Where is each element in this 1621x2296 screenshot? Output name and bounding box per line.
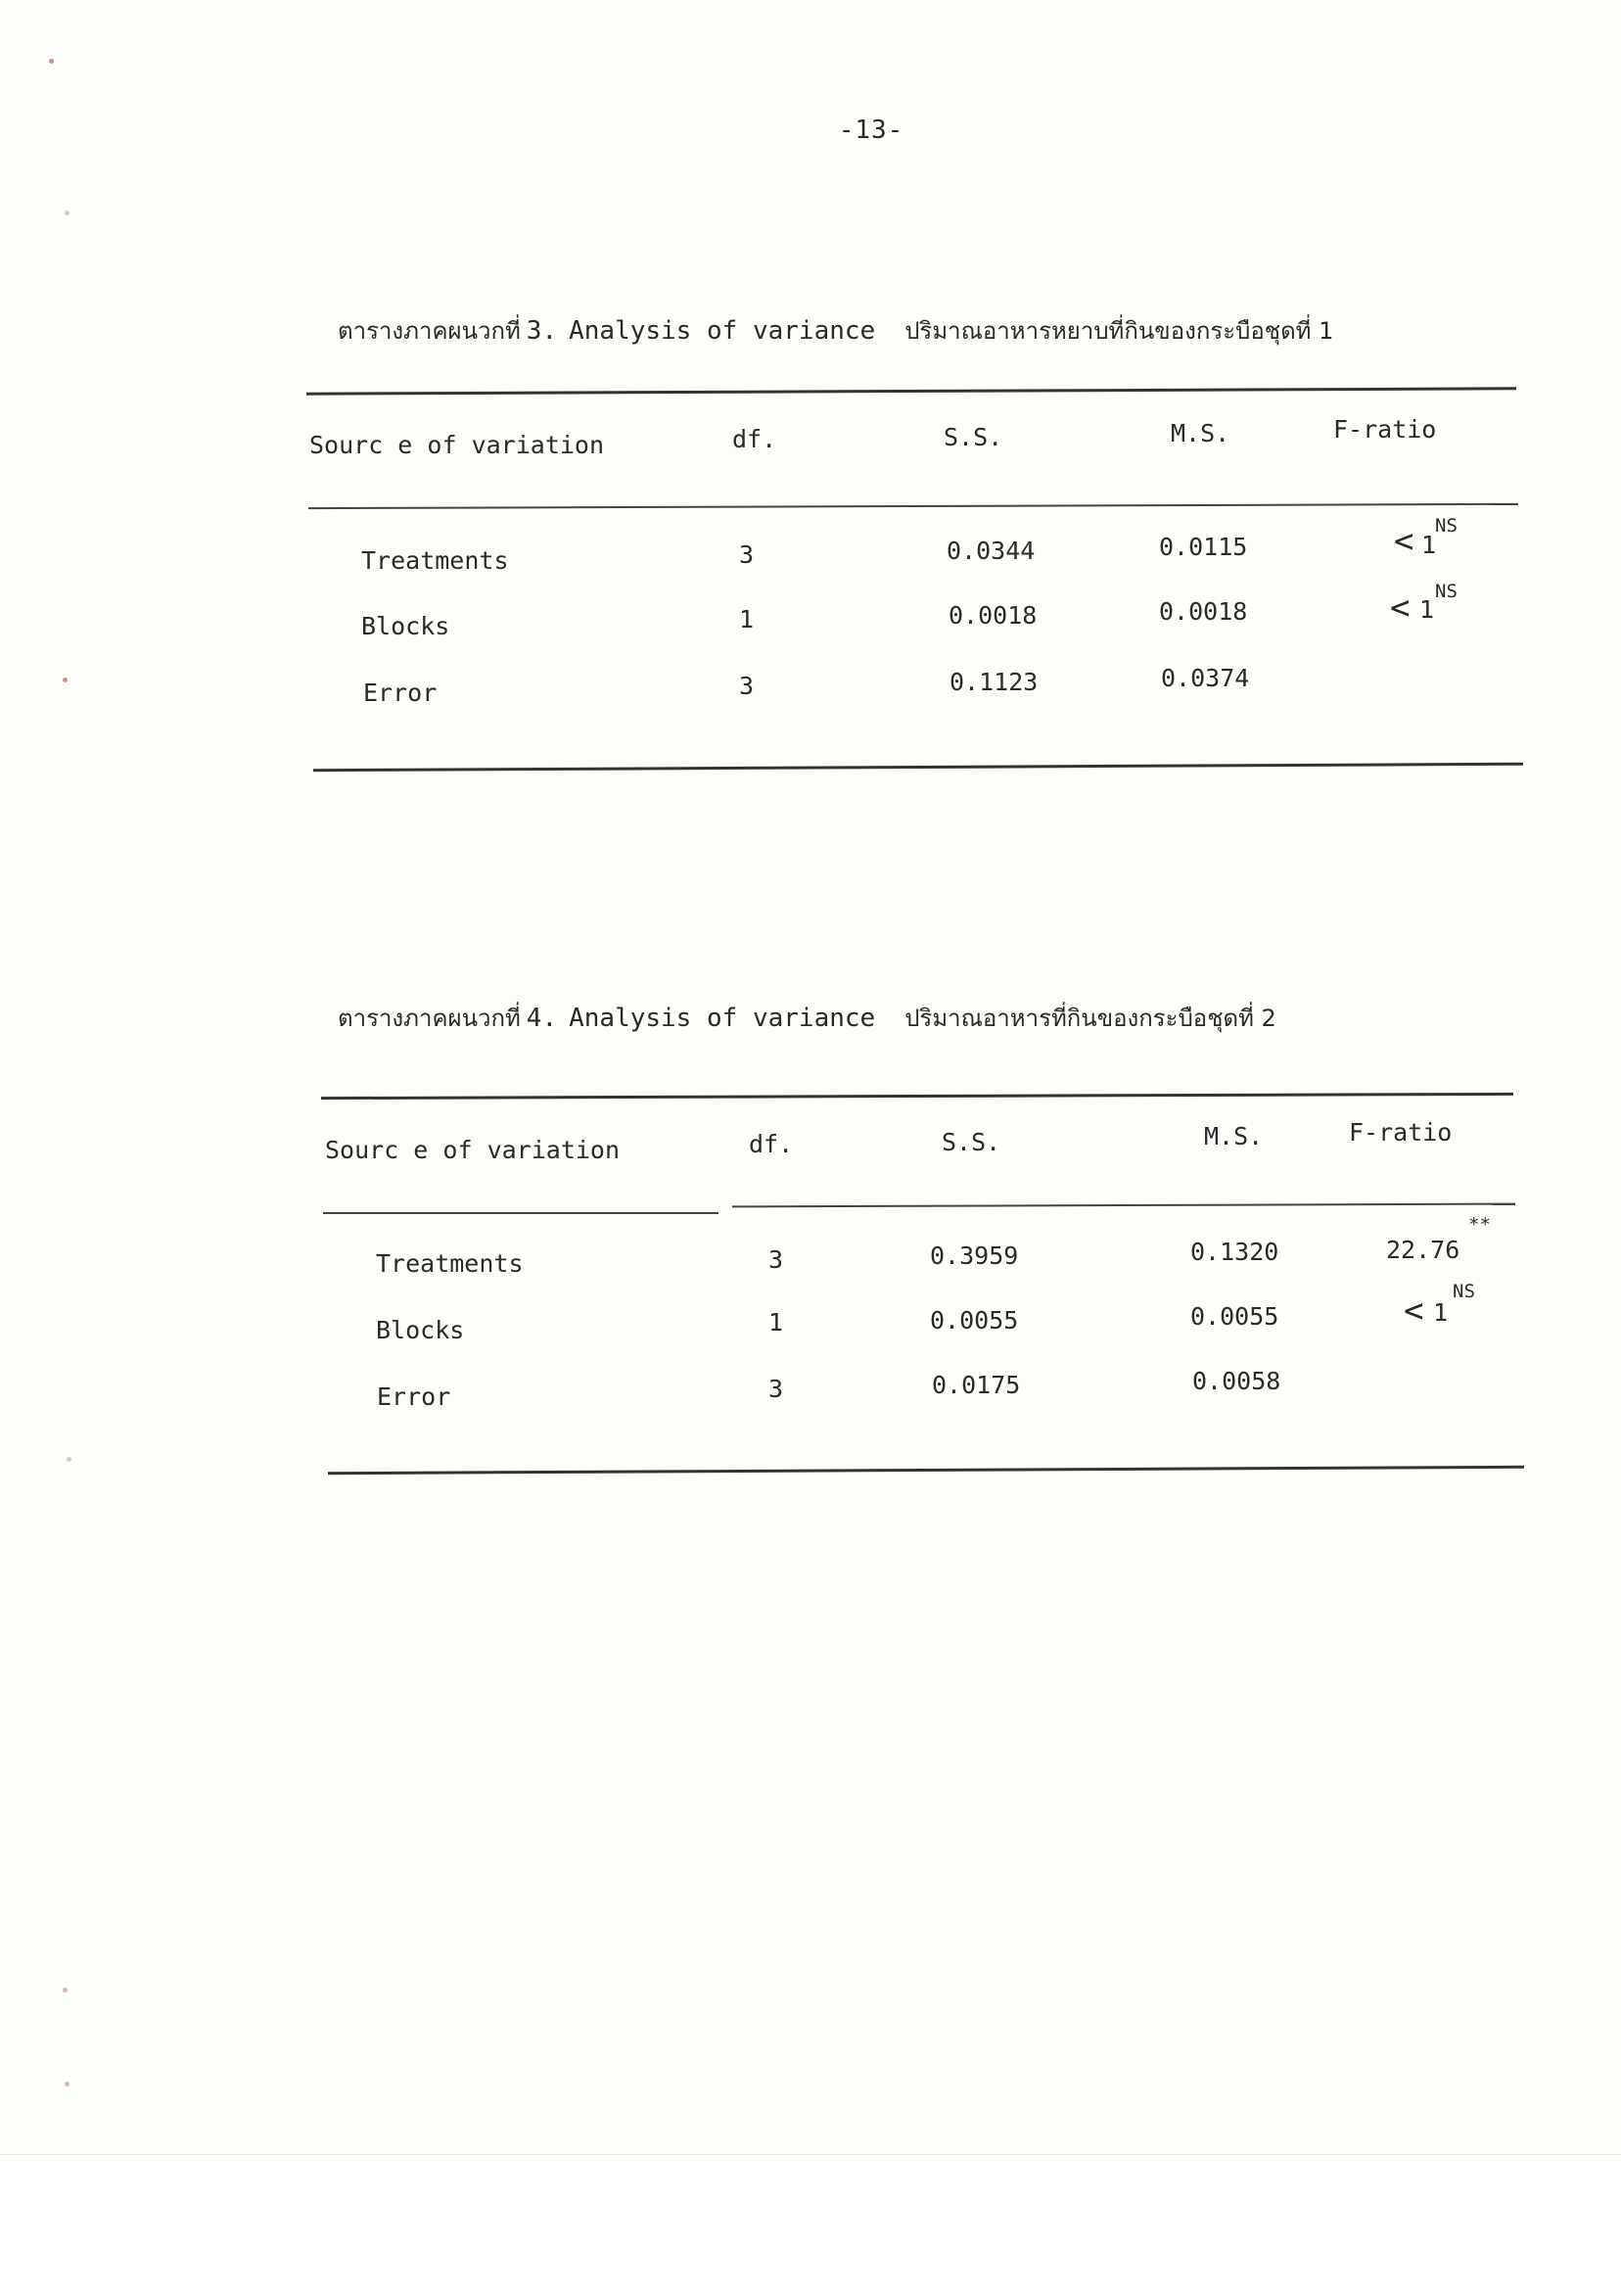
row-source: Treatments bbox=[376, 1249, 524, 1278]
caption-number: 4. bbox=[526, 1004, 558, 1033]
row-ss: 0.0344 bbox=[947, 537, 1036, 565]
scan-mark bbox=[67, 1457, 71, 1462]
caption-number: 3. bbox=[526, 316, 558, 346]
row-df: 3 bbox=[768, 1375, 784, 1403]
caption-title-th: ปริมาณอาหารหยาบที่กินของกระบือชุดที่ 1 bbox=[904, 317, 1334, 345]
row-df: 3 bbox=[739, 540, 755, 569]
row-ss: 0.0175 bbox=[932, 1371, 1021, 1399]
header-ms: M.S. bbox=[1204, 1122, 1264, 1150]
header-f-ratio: F-ratio bbox=[1349, 1118, 1453, 1147]
scan-mark bbox=[63, 678, 68, 682]
row-ss: 0.0018 bbox=[949, 601, 1038, 630]
less-than-sign: < bbox=[1404, 1291, 1424, 1331]
row-source: Blocks bbox=[376, 1316, 465, 1344]
scan-mark bbox=[49, 59, 54, 64]
scan-margin bbox=[0, 2154, 1621, 2296]
row-source: Error bbox=[363, 679, 438, 707]
less-than-sign: < bbox=[1394, 522, 1414, 561]
row-source: Error bbox=[377, 1382, 451, 1411]
row-df: 3 bbox=[739, 672, 755, 700]
row-ms: 0.0055 bbox=[1190, 1302, 1279, 1331]
row-ss: 0.0055 bbox=[930, 1306, 1019, 1335]
header-source: Sourc e of variation bbox=[309, 431, 605, 459]
row-ss: 0.1123 bbox=[949, 668, 1039, 696]
row-f-ratio: 1 bbox=[1419, 595, 1435, 624]
table-top-rule bbox=[321, 1093, 1513, 1100]
header-rule bbox=[308, 503, 1518, 509]
table-bottom-rule bbox=[328, 1466, 1524, 1475]
row-f-ratio: 1 bbox=[1433, 1298, 1449, 1327]
scan-mark bbox=[65, 2082, 69, 2086]
table-top-rule bbox=[306, 387, 1516, 395]
less-than-sign: < bbox=[1390, 588, 1411, 628]
significance-note: NS bbox=[1453, 1281, 1475, 1302]
row-df: 1 bbox=[768, 1308, 784, 1336]
row-ms: 0.0374 bbox=[1161, 664, 1250, 692]
header-ss: S.S. bbox=[942, 1128, 1001, 1156]
caption-title-en: Analysis of variance bbox=[569, 316, 876, 346]
row-f-ratio: 22.76 bbox=[1386, 1236, 1460, 1264]
row-ss: 0.3959 bbox=[930, 1242, 1019, 1270]
table-caption bbox=[338, 999, 1276, 1037]
table-bottom-rule bbox=[313, 763, 1523, 772]
header-ms: M.S. bbox=[1171, 419, 1230, 447]
row-df: 1 bbox=[739, 605, 755, 633]
header-source: Sourc e of variation bbox=[325, 1136, 621, 1164]
significance-note: NS bbox=[1435, 581, 1458, 602]
row-ms: 0.1320 bbox=[1190, 1238, 1279, 1266]
row-df: 3 bbox=[768, 1245, 784, 1274]
row-source: Blocks bbox=[361, 612, 450, 640]
header-df: df. bbox=[732, 425, 777, 453]
header-ss: S.S. bbox=[944, 423, 1003, 451]
significance-note: ** bbox=[1468, 1214, 1491, 1236]
row-f-ratio: 1 bbox=[1421, 531, 1437, 559]
caption-title-th: ปริมาณอาหารที่กินของกระบือชุดที่ 2 bbox=[904, 1005, 1276, 1032]
scan-mark bbox=[63, 1988, 68, 1992]
caption-prefix: ตารางภาคผนวกที่ bbox=[338, 1005, 521, 1032]
scan-mark bbox=[65, 211, 69, 215]
header-rule bbox=[323, 1212, 718, 1214]
header-f-ratio: F-ratio bbox=[1333, 415, 1437, 444]
page-number: -13- bbox=[838, 116, 904, 145]
row-ms: 0.0058 bbox=[1192, 1367, 1281, 1395]
row-ms: 0.0115 bbox=[1159, 533, 1248, 561]
caption-title-en: Analysis of variance bbox=[569, 1004, 876, 1033]
row-source: Treatments bbox=[361, 546, 509, 575]
row-ms: 0.0018 bbox=[1159, 597, 1248, 626]
table-caption bbox=[338, 311, 1333, 350]
header-df: df. bbox=[749, 1130, 794, 1158]
significance-note: NS bbox=[1435, 515, 1458, 537]
header-rule bbox=[732, 1203, 1515, 1208]
caption-prefix: ตารางภาคผนวกที่ bbox=[338, 317, 521, 345]
